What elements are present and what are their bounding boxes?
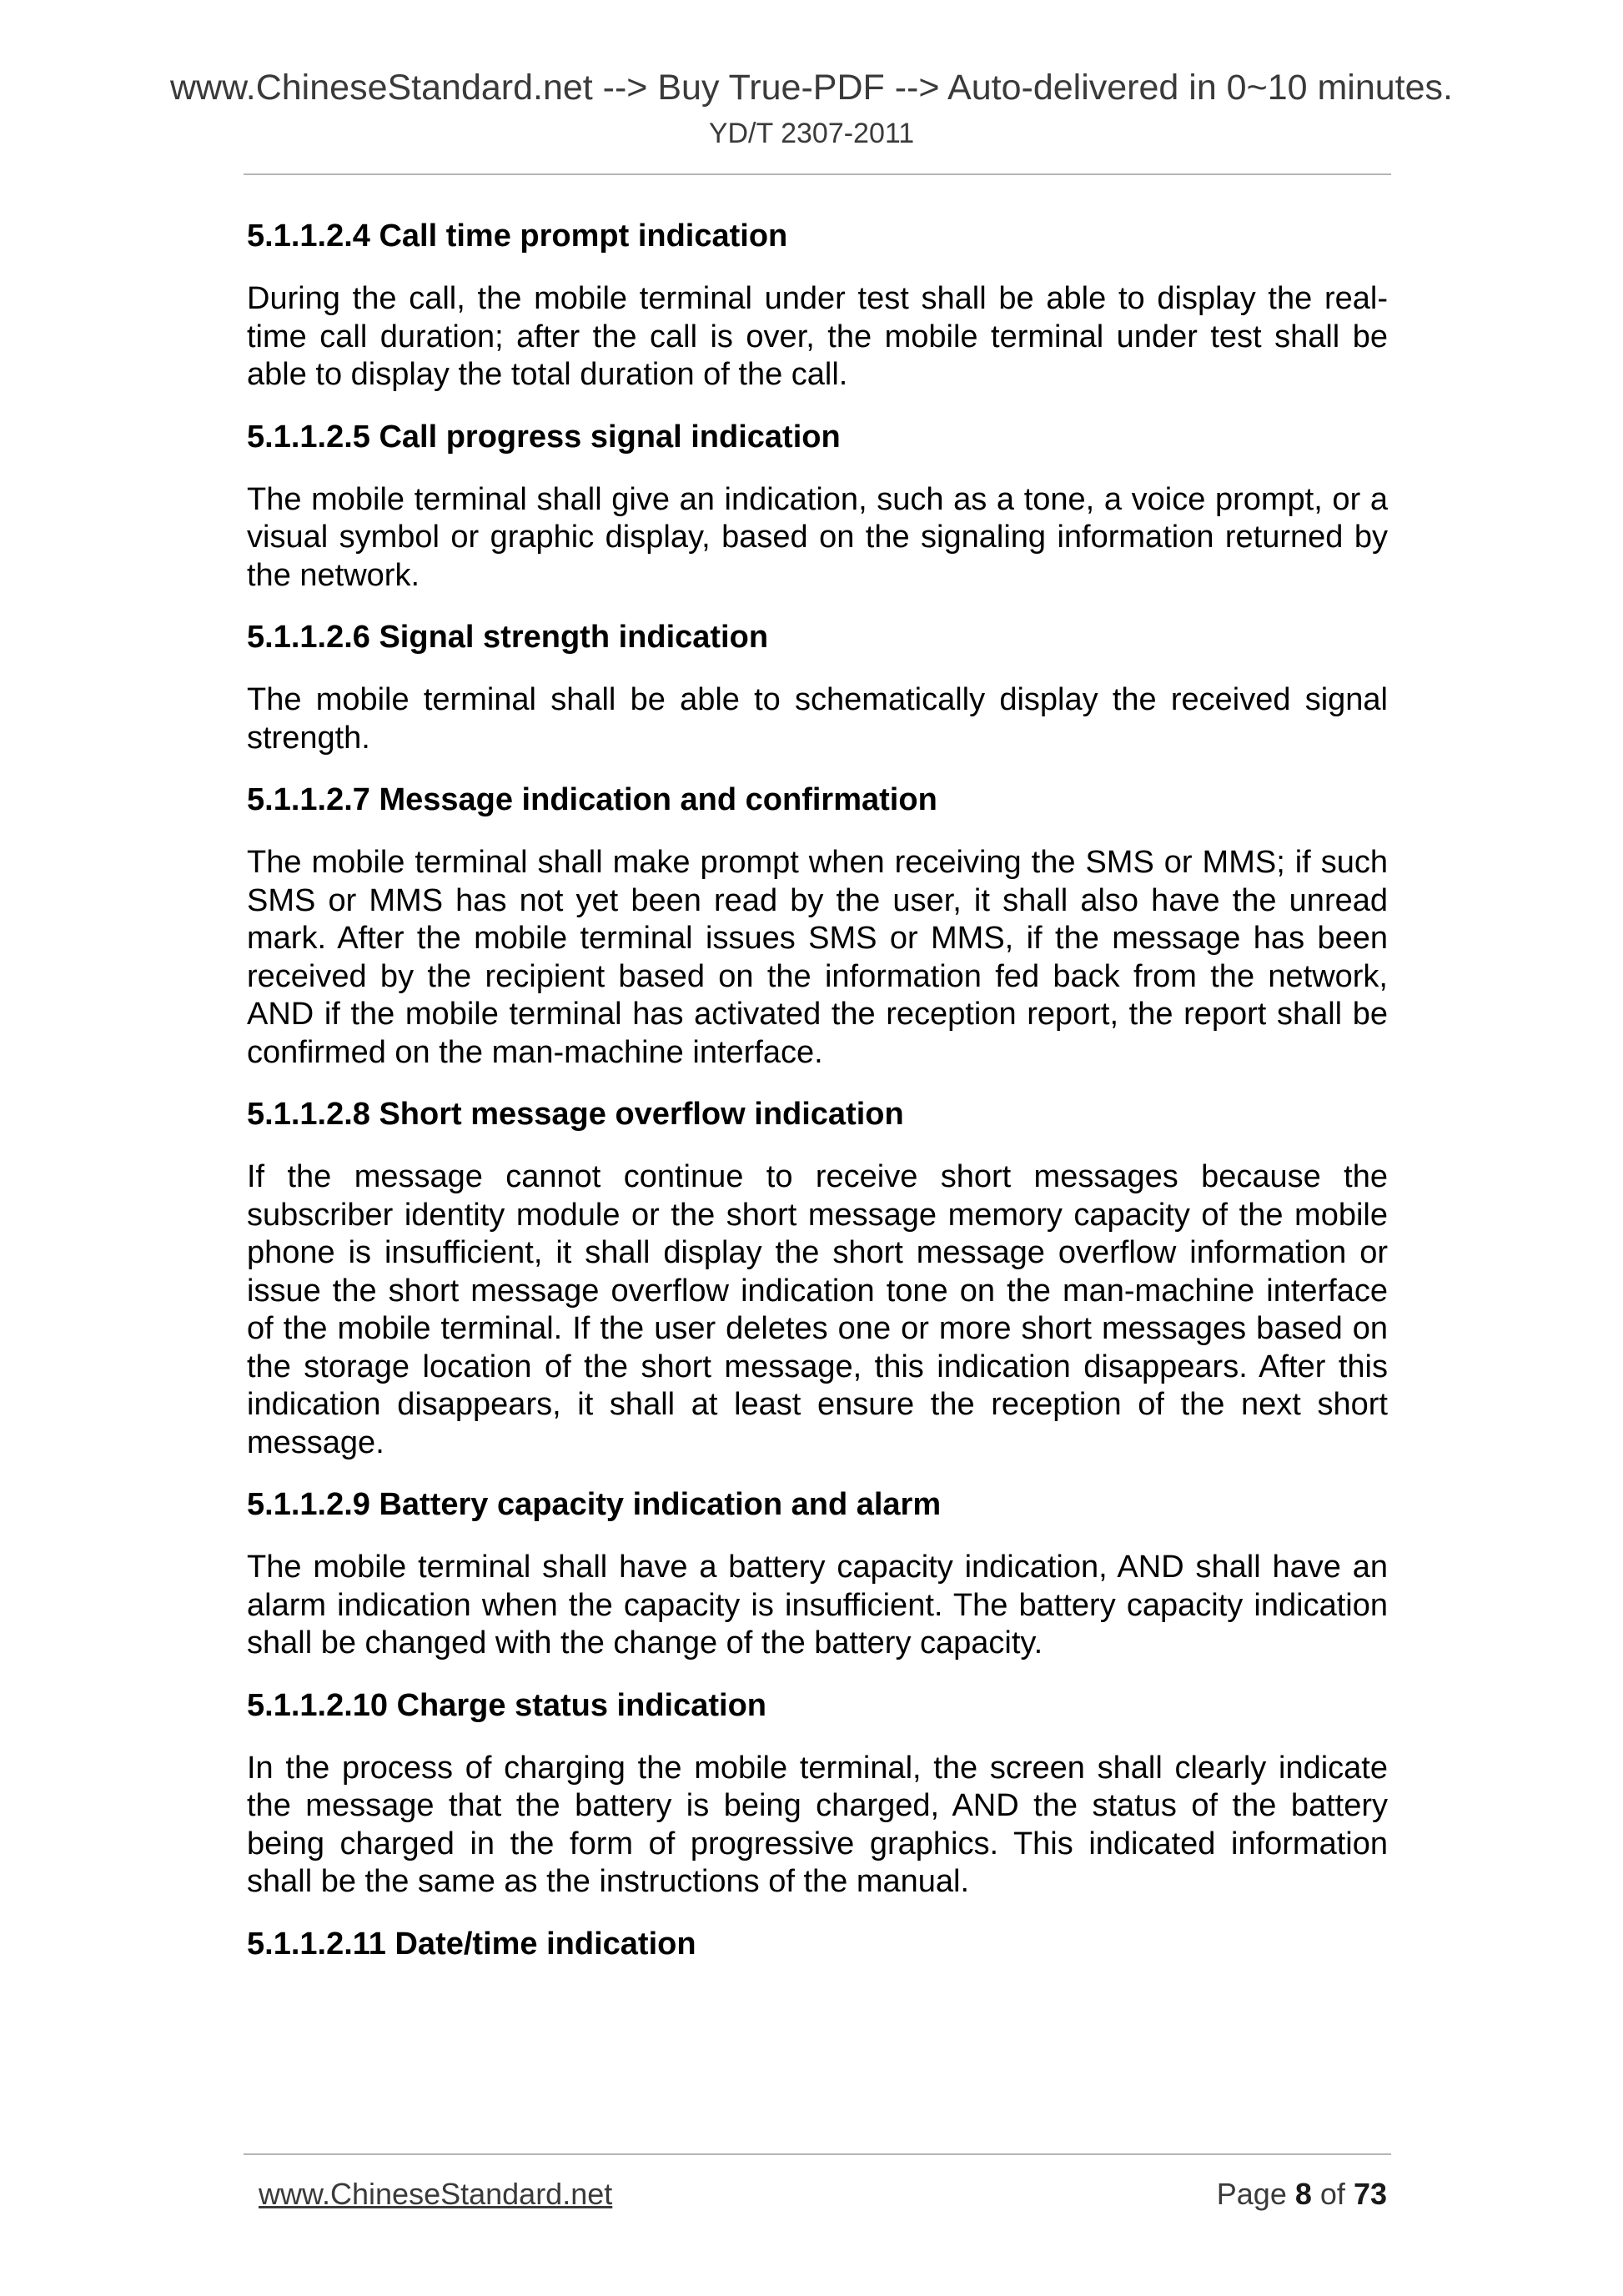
section-heading: 5.1.1.2.10 Charge status indication [247, 1687, 766, 1723]
page-indicator [1217, 2177, 1387, 2212]
header-banner: www.ChineseStandard.net --> Buy True-PDF --> Auto-delivered in 0~10 minutes. [169, 68, 1453, 108]
section-heading: 5.1.1.2.5 Call progress signal indication [247, 419, 841, 455]
header-divider [244, 173, 1391, 175]
footer-website-link[interactable]: www.ChineseStandard.net [259, 2177, 613, 2211]
section-charge-status [247, 1686, 1388, 1902]
section-message-indication [247, 781, 1388, 1072]
section-heading: 5.1.1.2.6 Signal strength indication [247, 620, 769, 655]
document-body [247, 217, 1388, 1988]
section-heading: 5.1.1.2.8 Short message overflow indication [247, 1097, 904, 1132]
page-of: of [1319, 2177, 1345, 2211]
section-signal-strength [247, 618, 1388, 757]
page-total: 73 [1353, 2177, 1387, 2211]
section-short-message-overflow [247, 1095, 1388, 1462]
section-heading: 5.1.1.2.11 Date/time indication [247, 1926, 696, 1962]
section-paragraph: The mobile terminal shall give an indication, such as a tone, a voice prompt, or a visual symbol or graphic display, based on the signaling information returned by the network. [247, 481, 1388, 593]
section-heading: 5.1.1.2.4 Call time prompt indication [247, 219, 788, 254]
section-paragraph: In the process of charging the mobile terminal, the screen shall clearly indicate the message that the battery is being charged, AND the status of the battery being charged in the form of progressive graphics. This indicated information shall be the same as the instructions of the manual. [247, 1750, 1388, 1899]
page-current: 8 [1294, 2177, 1312, 2211]
page-prefix: Page [1216, 2177, 1287, 2211]
section-heading: 5.1.1.2.9 Battery capacity indication and alarm [247, 1487, 942, 1522]
section-battery-capacity [247, 1485, 1388, 1663]
section-paragraph: The mobile terminal shall be able to schematically display the received signal strength. [247, 682, 1388, 756]
footer-divider [244, 2153, 1391, 2155]
section-heading: 5.1.1.2.7 Message indication and confirmation [247, 782, 937, 817]
section-call-time-prompt [247, 217, 1388, 394]
section-paragraph: The mobile terminal shall have a battery capacity indication, AND shall have an alarm indication when the capacity is insufficient. The battery capacity indication shall be changed with the change of the battery capacity. [247, 1550, 1388, 1660]
section-paragraph: The mobile terminal shall make prompt when receiving the SMS or MMS; if such SMS or MMS has not yet been read by the user, it shall also have the unread mark. After the mobile terminal issues SMS or MMS, if the message has been received by the recipient based on the information fed back from the network, AND if the mobile terminal has activated the reception report, the report shall be confirmed on the man-machine interface. [247, 845, 1388, 1070]
section-call-progress-signal [247, 418, 1388, 595]
section-paragraph: If the message cannot continue to receive short messages because the subscriber identity module or the short message memory capacity of the mobile phone is insufficient, it shall display the short message overflow information or issue the short message overflow indication tone on the man-machine interface of the mobile terminal. If the user deletes one or more short messages based on the storage location of the short message, this indication disappears. After this indication disappears, it shall at least ensure the reception of the next short message. [247, 1159, 1388, 1460]
section-paragraph: During the call, the mobile terminal under test shall be able to display the real-time call duration; after the call is over, the mobile terminal under test shall be able to display the total duration of the call. [247, 281, 1388, 392]
document-number: YD/T 2307-2011 [708, 118, 915, 149]
section-date-time [247, 1925, 1388, 1963]
